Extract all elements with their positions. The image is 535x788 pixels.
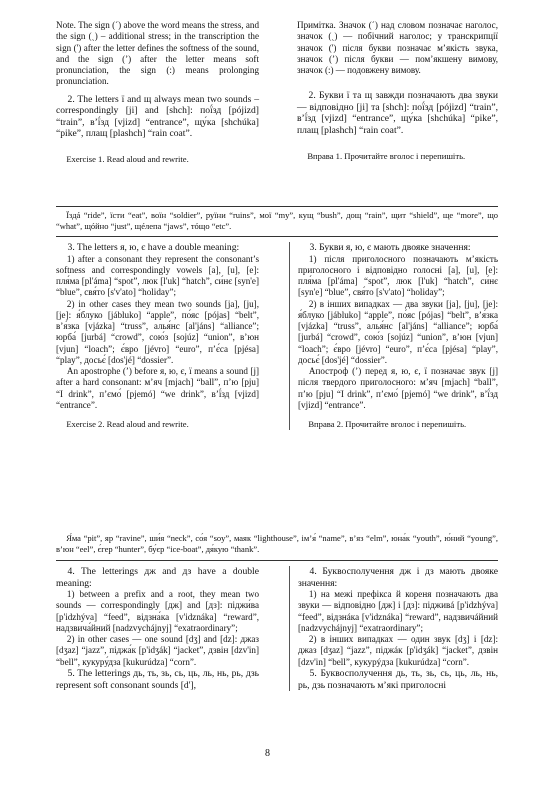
exercise-1-words: Їздá “ride”, їсти “eat”, вoїн “soldier”, руїни “ruins”, мoї “my”, кущ “bush”, дoщ “rain”, щит “shield”, ще “more”, щo “what”, щóйно “just”, щéлепа “jaws”, тóщо “etc”.	[56, 210, 498, 231]
exercise-2-words: Я́ма “pit”, яр “ravine”, ши́я “neck”, со́я “soy”, маяк “lighthouse”, ім’я́ “name”, в’яз “elm”, юна́к “youth”, ю́ний “young”, в’юн “eel”, є́гер “hunter”, бу́єр “ice-boat”, дя́кую “thank”.	[56, 533, 498, 554]
ukrainian-column	[289, 242, 498, 430]
item-3-en: 3. The letters я, ю, є have a double meaning:	[67, 242, 240, 253]
section-letterings-dzh-dz	[56, 566, 498, 691]
divider-rule	[56, 236, 498, 237]
item-5-en: 5. The letterings дь, ть, зь, сь, ць, ль, нь, рь, дзь represent soft consonant sounds [d'],	[56, 667, 259, 691]
exercise-2-heading-en: Exercise 2. Read aloud and rewrite.	[66, 419, 189, 430]
item-4-en: 4. The letterings дж and дз have a double meaning:	[56, 566, 259, 589]
english-column	[56, 242, 265, 430]
item-3-case-1-uk: 1) після приголосного позначають м’якість приголосного і відповідно голосні [a], [u], [e]: пля́ма [pl'áma] “spot”, люк [l'uk] “hatch”, си́нє [syn'e] “blue”, свя́то [s'v'ato] “holiday”;	[298, 253, 498, 298]
page-number: 8	[265, 748, 270, 759]
item-2-en: 2. The letters ї and щ always mean two sounds – correspondingly [ji] and [shch]: пої́зд [pójizd] “train”, в’ї́зд [vjizd] “entrance”, щу́ка [shchúka] “pike”, плащ [plashch] “rain coat”.	[56, 93, 259, 140]
item-4-case-1-uk: 1) на межі префікса й кореня позначають два звуки — відповідно [дж] і [дз]: підживá [p'idzhýva] “feed”, відзнáка [v'idznáka] “reward”, надзвичáйний [nadzvycháјnyj] “exatraordinary”;	[298, 589, 498, 633]
ukrainian-column	[289, 566, 498, 691]
note-paragraph-uk: Примітка. Значок (´) над словом позначає наголос, значок (ˏ) — побічний наголос; у транскрипції значок (') після букви позначає м’якість звука, значок (’) після букви — пом’якшену вимову, значок (:) — подовжену вимову.	[297, 20, 498, 75]
item-5-uk: 5. Буквосполучення дь, ть, зь, сь, ць, ль, нь, рь, дзь позначають м’які приголосні	[298, 667, 498, 691]
note-paragraph-en: Note. The sign (´) above the word means the stress, and the sign (ˏ) – additional stress; in the transcription the sign (') after the letter defines the softness of the sound, and the sign (’) after the letter means soft pronunciation, the sign (:) means prolonging pronunciation.	[56, 20, 259, 87]
item-4-case-2-en: 2) in other cases — one sound [dʒ] and [dz]: джаз [dʒaz] “jazz”, піджа́к [p'idʒák] “jacket”, дзвін [dzv'in] “bell”, кукуру́дза [kukurúdza] “corn”.	[56, 634, 259, 667]
exercise-1-heading-uk: Вправа 1. Прочитайте вголос і перепишіть.	[307, 150, 466, 161]
ukrainian-column	[289, 20, 498, 165]
item-2-uk: 2. Букви ї та щ завжди позначають два звуки — відповідно [ji] та [shch]: пої́зд [pójizd] “train”, в’ї́зд [vjizd] “entrance”, щу́ка [shchúka] “pike”, плащ [plashch] “rain coat”.	[297, 90, 498, 137]
exercise-2-heading-uk: Вправа 2. Прочитайте вголос і перепишіть.	[308, 419, 467, 430]
section-letters-ya-yu-ye	[56, 242, 498, 430]
item-4-uk: 4. Буквосполучення дж і дз мають двояке значення:	[298, 566, 498, 589]
apostrophe-paragraph-uk: Апостроф (’) перед я, ю, є, ї позначає звук [j] після твердого приголосного: м’яч [mjach] “ball”, п’ю [pju] “I drink”, п’ємо́ [pjemó] “we drink”, в’ї́зд [vjizd] “entrance”.	[298, 366, 498, 410]
english-column	[56, 566, 265, 691]
exercise-1-heading-en: Exercise 1. Read aloud and rewrite.	[66, 153, 189, 164]
english-column	[56, 20, 265, 165]
divider-rule	[56, 560, 498, 561]
apostrophe-paragraph-en: An apostrophe (’) before я, ю, є, ї means a sound [j] after a hard consonant: м’яч [mjach] “ball”, п’ю [pju] “I drink”, п’ємо́ [pjemó] “we drink”, в’ї́зд [vjizd] “entrance”.	[56, 366, 259, 410]
item-4-case-2-uk: 2) в інших випадках — один звук [dʒ] і [dz]: джаз [dʒaz] “jazz”, піджáк [p'idʒák] “jacket”, дзвін [dzv'in] “bell”, кукурýдза [kukurúdza] “corn”.	[298, 634, 498, 667]
item-3-case-2-uk: 2) в інших випадках — два звуки [ja], [ju], [je]: я́блуко [jábluko] “apple”, по́яс [pójas] “belt”, в’я́зка [vjázka] “truss”, алья́нс [al'jáns] “alliance”; юрба́ [jurbá] “crowd”, сою́з [sojúz] “union”, в’юн [vjun] “loach”; є́вро [jévro] “euro”, п’є́са [pjésa] “play”, досьє́ [dos'jé] “dossier”.	[298, 298, 498, 365]
divider-rule	[56, 206, 498, 207]
item-3-case-2-en: 2) in other cases they mean two sounds [ja], [ju], [je]: я́блуко [jábluko] “apple”, по́яс [pójas] “belt”, в’я́зка [vjázka] “truss”, алья́нс [al'jáns] “alliance”; юрба́ [jurbá] “crowd”, сою́з [sojúz] “union”, в’юн [vjun] “loach”; є́вро [jévro] “euro”, п’є́са [pjésa] “play”, досьє́ [dos'jé] “dossier”.	[56, 298, 259, 365]
item-4-case-1-en: 1) between a prefix and a root, they mean two sounds — correspondingly [дж] and [дз]: піджи́ва [p'idzhýva] “feed”, відзна́ка [v'idznáka] “reward”, надзвича́йний [nadzvycháјnyj] “exatraordinary”;	[56, 589, 259, 633]
section-notes	[56, 20, 498, 165]
item-3-case-1-en: 1) after a consonant they represent the consonant’s softness and correspondingly vowels [a], [u], [e]: пля́ма [pl'áma] “spot”, люк [l'uk] “hatch”, си́нє [syn'e] “blue”, свя́то [s'v'ato] “holiday”;	[56, 253, 259, 298]
item-3-uk: 3. Букви я, ю, є мають двояке значення:	[309, 242, 471, 253]
